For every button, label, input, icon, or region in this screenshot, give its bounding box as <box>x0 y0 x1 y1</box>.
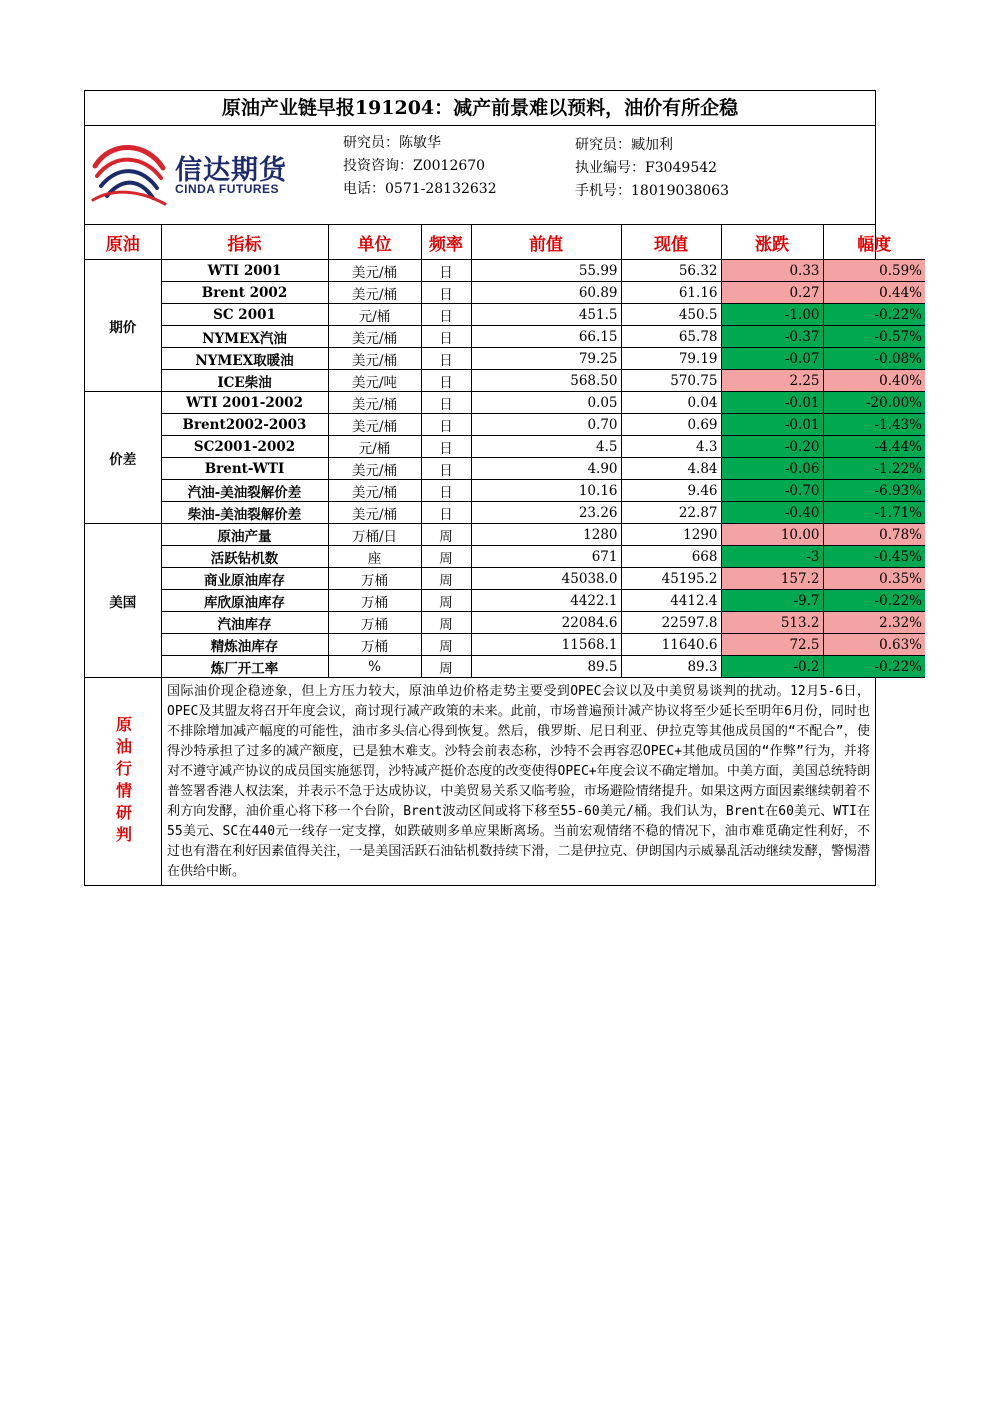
table-row <box>85 590 925 612</box>
change-cell: -9.7 <box>721 590 823 612</box>
indicator-cell: WTI 2001-2002 <box>161 392 328 414</box>
current-value-cell: 61.16 <box>621 282 721 304</box>
table-header-row <box>85 225 925 260</box>
frequency-cell: 日 <box>421 348 471 370</box>
percent-change-cell: -4.44% <box>823 436 925 458</box>
report-sheet <box>84 90 922 886</box>
percent-change-cell: -0.22% <box>823 590 925 612</box>
frequency-cell: 日 <box>421 282 471 304</box>
logo-text-cn: 信达期货 <box>175 155 287 186</box>
indicator-cell: 汽油库存 <box>161 612 328 634</box>
percent-change-cell: 0.63% <box>823 634 925 656</box>
frequency-cell: 日 <box>421 414 471 436</box>
previous-value-cell: 66.15 <box>471 326 621 348</box>
indicator-cell: 精炼油库存 <box>161 634 328 656</box>
change-cell: 0.33 <box>721 260 823 282</box>
table-row <box>85 656 925 678</box>
current-value-cell: 79.19 <box>621 348 721 370</box>
table-row <box>85 634 925 656</box>
current-value-cell: 570.75 <box>621 370 721 392</box>
change-cell: 0.27 <box>721 282 823 304</box>
percent-change-cell: -20.00% <box>823 392 925 414</box>
current-value-cell: 22.87 <box>621 502 721 524</box>
column-header: 现值 <box>621 225 721 260</box>
percent-change-cell: -0.22% <box>823 656 925 678</box>
change-cell: -0.2 <box>721 656 823 678</box>
table-body <box>85 260 925 678</box>
change-cell: -0.07 <box>721 348 823 370</box>
previous-value-cell: 4.90 <box>471 458 621 480</box>
unit-cell: 美元/桶 <box>328 480 421 502</box>
indicator-cell: 活跃钻机数 <box>161 546 328 568</box>
unit-cell: 万桶/日 <box>328 524 421 546</box>
license-number: 执业编号：F3049542 <box>575 160 718 176</box>
frequency-cell: 日 <box>421 370 471 392</box>
previous-value-cell: 451.5 <box>471 304 621 326</box>
table-row <box>85 502 925 524</box>
mobile-number: 手机号：18019038063 <box>575 183 729 199</box>
change-cell: 10.00 <box>721 524 823 546</box>
change-cell: -0.20 <box>721 436 823 458</box>
previous-value-cell: 55.99 <box>471 260 621 282</box>
previous-value-cell: 671 <box>471 546 621 568</box>
analysis-text: 国际油价现企稳迹象，但上方压力较大，原油单边价格走势主要受到OPEC会议以及中美贸易谈判的扰动。12月5-6日，OPEC及其盟友将召开年度会议，商讨现行减产政策的未来。此前，市场普遍预计减产协议将至少延长至明年6月份，同时也不排除增加减产幅度的可能性，油市多头信心得到恢复。然后，俄罗斯、尼日利亚、伊拉克等其他成员国的“不配合”，使得沙特承担了过多的减产额度，已是独木难支。沙特会前表态称，沙特不会再容忍OPEC+其他成员国的“作弊”行为，并将对不遵守减产协议的成员国实施惩罚，沙特减产挺价态度的改变使得OPEC+年度会议不确定增加。中美方面，美国总统特朗普签署香港人权法案，并表示不急于达成协议，中美贸易关系又临考验，市场避险情绪提升。如果这两方面因素继续朝着不利方向发酵，油价重心将下移一个台阶，Brent波动区间或将下移至55-60美元/桶。我们认为，Brent在60美元、WTI在55美元、SC在440元一线存一定支撑，如跌破则多单应果断离场。当前宏观情绪不稳的情况下，油市难觅确定性利好，不过也有潜在利好因素值得关注，一是美国活跃石油钻机数持续下滑，二是伊拉克、伊朗国内示威暴乱活动继续发酵，警惕潜在供给中断。 <box>167 684 870 879</box>
frequency-cell: 日 <box>421 326 471 348</box>
table-row <box>85 370 925 392</box>
unit-cell: 万桶 <box>328 612 421 634</box>
indicator-cell: Brent2002-2003 <box>161 414 328 436</box>
frequency-cell: 日 <box>421 458 471 480</box>
current-value-cell: 89.3 <box>621 656 721 678</box>
consulting-number: 投资咨询：Z0012670 <box>343 158 486 174</box>
previous-value-cell: 45038.0 <box>471 568 621 590</box>
group-label: 期价 <box>85 260 161 392</box>
current-value-cell: 668 <box>621 546 721 568</box>
frequency-cell: 日 <box>421 480 471 502</box>
change-cell: -0.01 <box>721 414 823 436</box>
analysis-label <box>85 678 162 885</box>
percent-change-cell: -6.93% <box>823 480 925 502</box>
unit-cell: 美元/吨 <box>328 370 421 392</box>
unit-cell: 美元/桶 <box>328 326 421 348</box>
change-cell: 2.25 <box>721 370 823 392</box>
unit-cell: 美元/桶 <box>328 260 421 282</box>
previous-value-cell: 11568.1 <box>471 634 621 656</box>
column-header: 单位 <box>328 225 421 260</box>
previous-value-cell: 4.5 <box>471 436 621 458</box>
cinda-logo <box>91 138 291 208</box>
unit-cell: 美元/桶 <box>328 392 421 414</box>
change-cell: -0.70 <box>721 480 823 502</box>
previous-value-cell: 1280 <box>471 524 621 546</box>
table-row <box>85 260 925 282</box>
indicator-cell: 商业原油库存 <box>161 568 328 590</box>
unit-cell: % <box>328 656 421 678</box>
group-label: 美国 <box>85 524 161 678</box>
change-cell: -0.06 <box>721 458 823 480</box>
indicator-cell: NYMEX取暖油 <box>161 348 328 370</box>
report-header <box>85 126 875 225</box>
table-row <box>85 546 925 568</box>
previous-value-cell: 22084.6 <box>471 612 621 634</box>
indicator-cell: 汽油-美油裂解价差 <box>161 480 328 502</box>
researcher-info-left <box>343 132 497 201</box>
percent-change-cell: -1.71% <box>823 502 925 524</box>
current-value-cell: 11640.6 <box>621 634 721 656</box>
report-title: 原油产业链早报191204：减产前景难以预料，油价有所企稳 <box>85 91 875 126</box>
researcher-name: 研究员：陈敏华 <box>343 135 441 151</box>
indicator-cell: 原油产量 <box>161 524 328 546</box>
frequency-cell: 周 <box>421 524 471 546</box>
table-row <box>85 480 925 502</box>
researcher-info-right <box>575 134 729 203</box>
indicator-cell: Brent-WTI <box>161 458 328 480</box>
table-row <box>85 326 925 348</box>
table-row <box>85 414 925 436</box>
column-header: 涨跌 <box>721 225 823 260</box>
current-value-cell: 22597.8 <box>621 612 721 634</box>
indicator-cell: 库欣原油库存 <box>161 590 328 612</box>
percent-change-cell: -0.45% <box>823 546 925 568</box>
unit-cell: 万桶 <box>328 568 421 590</box>
indicator-cell: Brent 2002 <box>161 282 328 304</box>
unit-cell: 美元/桶 <box>328 414 421 436</box>
change-cell: 513.2 <box>721 612 823 634</box>
change-cell: -0.01 <box>721 392 823 414</box>
current-value-cell: 4412.4 <box>621 590 721 612</box>
previous-value-cell: 10.16 <box>471 480 621 502</box>
current-value-cell: 450.5 <box>621 304 721 326</box>
previous-value-cell: 89.5 <box>471 656 621 678</box>
frequency-cell: 周 <box>421 656 471 678</box>
change-cell: 157.2 <box>721 568 823 590</box>
table-row <box>85 568 925 590</box>
percent-change-cell: -1.22% <box>823 458 925 480</box>
indicator-cell: NYMEX汽油 <box>161 326 328 348</box>
previous-value-cell: 568.50 <box>471 370 621 392</box>
unit-cell: 万桶 <box>328 634 421 656</box>
frequency-cell: 周 <box>421 634 471 656</box>
unit-cell: 座 <box>328 546 421 568</box>
unit-cell: 美元/桶 <box>328 458 421 480</box>
unit-cell: 元/桶 <box>328 436 421 458</box>
indicator-cell: 柴油-美油裂解价差 <box>161 502 328 524</box>
previous-value-cell: 4422.1 <box>471 590 621 612</box>
previous-value-cell: 23.26 <box>471 502 621 524</box>
percent-change-cell: 0.35% <box>823 568 925 590</box>
current-value-cell: 1290 <box>621 524 721 546</box>
column-header: 指标 <box>161 225 328 260</box>
unit-cell: 元/桶 <box>328 304 421 326</box>
frequency-cell: 周 <box>421 568 471 590</box>
indicator-cell: 炼厂开工率 <box>161 656 328 678</box>
percent-change-cell: 0.78% <box>823 524 925 546</box>
current-value-cell: 9.46 <box>621 480 721 502</box>
table-row <box>85 282 925 304</box>
indicator-table <box>85 225 925 678</box>
indicator-cell: WTI 2001 <box>161 260 328 282</box>
change-cell: -1.00 <box>721 304 823 326</box>
table-row <box>85 612 925 634</box>
frequency-cell: 周 <box>421 546 471 568</box>
percent-change-cell: 0.40% <box>823 370 925 392</box>
logo-text-en: CINDA FUTURES <box>175 182 280 196</box>
indicator-cell: ICE柴油 <box>161 370 328 392</box>
current-value-cell: 4.3 <box>621 436 721 458</box>
percent-change-cell: 2.32% <box>823 612 925 634</box>
unit-cell: 美元/桶 <box>328 282 421 304</box>
percent-change-cell: -0.22% <box>823 304 925 326</box>
unit-cell: 美元/桶 <box>328 348 421 370</box>
frequency-cell: 日 <box>421 260 471 282</box>
analysis-label-text: 原油行情研判 <box>113 715 133 848</box>
percent-change-cell: -0.08% <box>823 348 925 370</box>
frequency-cell: 日 <box>421 304 471 326</box>
previous-value-cell: 60.89 <box>471 282 621 304</box>
column-header: 幅度 <box>823 225 925 260</box>
table-row <box>85 392 925 414</box>
change-cell: 72.5 <box>721 634 823 656</box>
change-cell: -3 <box>721 546 823 568</box>
group-label: 价差 <box>85 392 161 524</box>
researcher-name: 研究员：臧加利 <box>575 137 673 153</box>
frequency-cell: 日 <box>421 436 471 458</box>
frequency-cell: 日 <box>421 502 471 524</box>
frequency-cell: 周 <box>421 612 471 634</box>
percent-change-cell: 0.44% <box>823 282 925 304</box>
column-header: 前值 <box>471 225 621 260</box>
column-header: 频率 <box>421 225 471 260</box>
column-header: 原油 <box>85 225 161 260</box>
phone-number: 电话：0571-28132632 <box>343 181 497 197</box>
frequency-cell: 周 <box>421 590 471 612</box>
table-row <box>85 348 925 370</box>
current-value-cell: 45195.2 <box>621 568 721 590</box>
current-value-cell: 4.84 <box>621 458 721 480</box>
table-row <box>85 458 925 480</box>
analysis-section <box>85 678 875 885</box>
cinda-logo-icon <box>91 138 167 208</box>
previous-value-cell: 79.25 <box>471 348 621 370</box>
percent-change-cell: 0.59% <box>823 260 925 282</box>
percent-change-cell: -0.57% <box>823 326 925 348</box>
change-cell: -0.37 <box>721 326 823 348</box>
current-value-cell: 0.69 <box>621 414 721 436</box>
table-row <box>85 304 925 326</box>
table-row <box>85 524 925 546</box>
frequency-cell: 日 <box>421 392 471 414</box>
previous-value-cell: 0.05 <box>471 392 621 414</box>
indicator-cell: SC2001-2002 <box>161 436 328 458</box>
indicator-cell: SC 2001 <box>161 304 328 326</box>
unit-cell: 万桶 <box>328 590 421 612</box>
previous-value-cell: 0.70 <box>471 414 621 436</box>
current-value-cell: 65.78 <box>621 326 721 348</box>
percent-change-cell: -1.43% <box>823 414 925 436</box>
current-value-cell: 0.04 <box>621 392 721 414</box>
unit-cell: 美元/桶 <box>328 502 421 524</box>
current-value-cell: 56.32 <box>621 260 721 282</box>
table-row <box>85 436 925 458</box>
change-cell: -0.40 <box>721 502 823 524</box>
